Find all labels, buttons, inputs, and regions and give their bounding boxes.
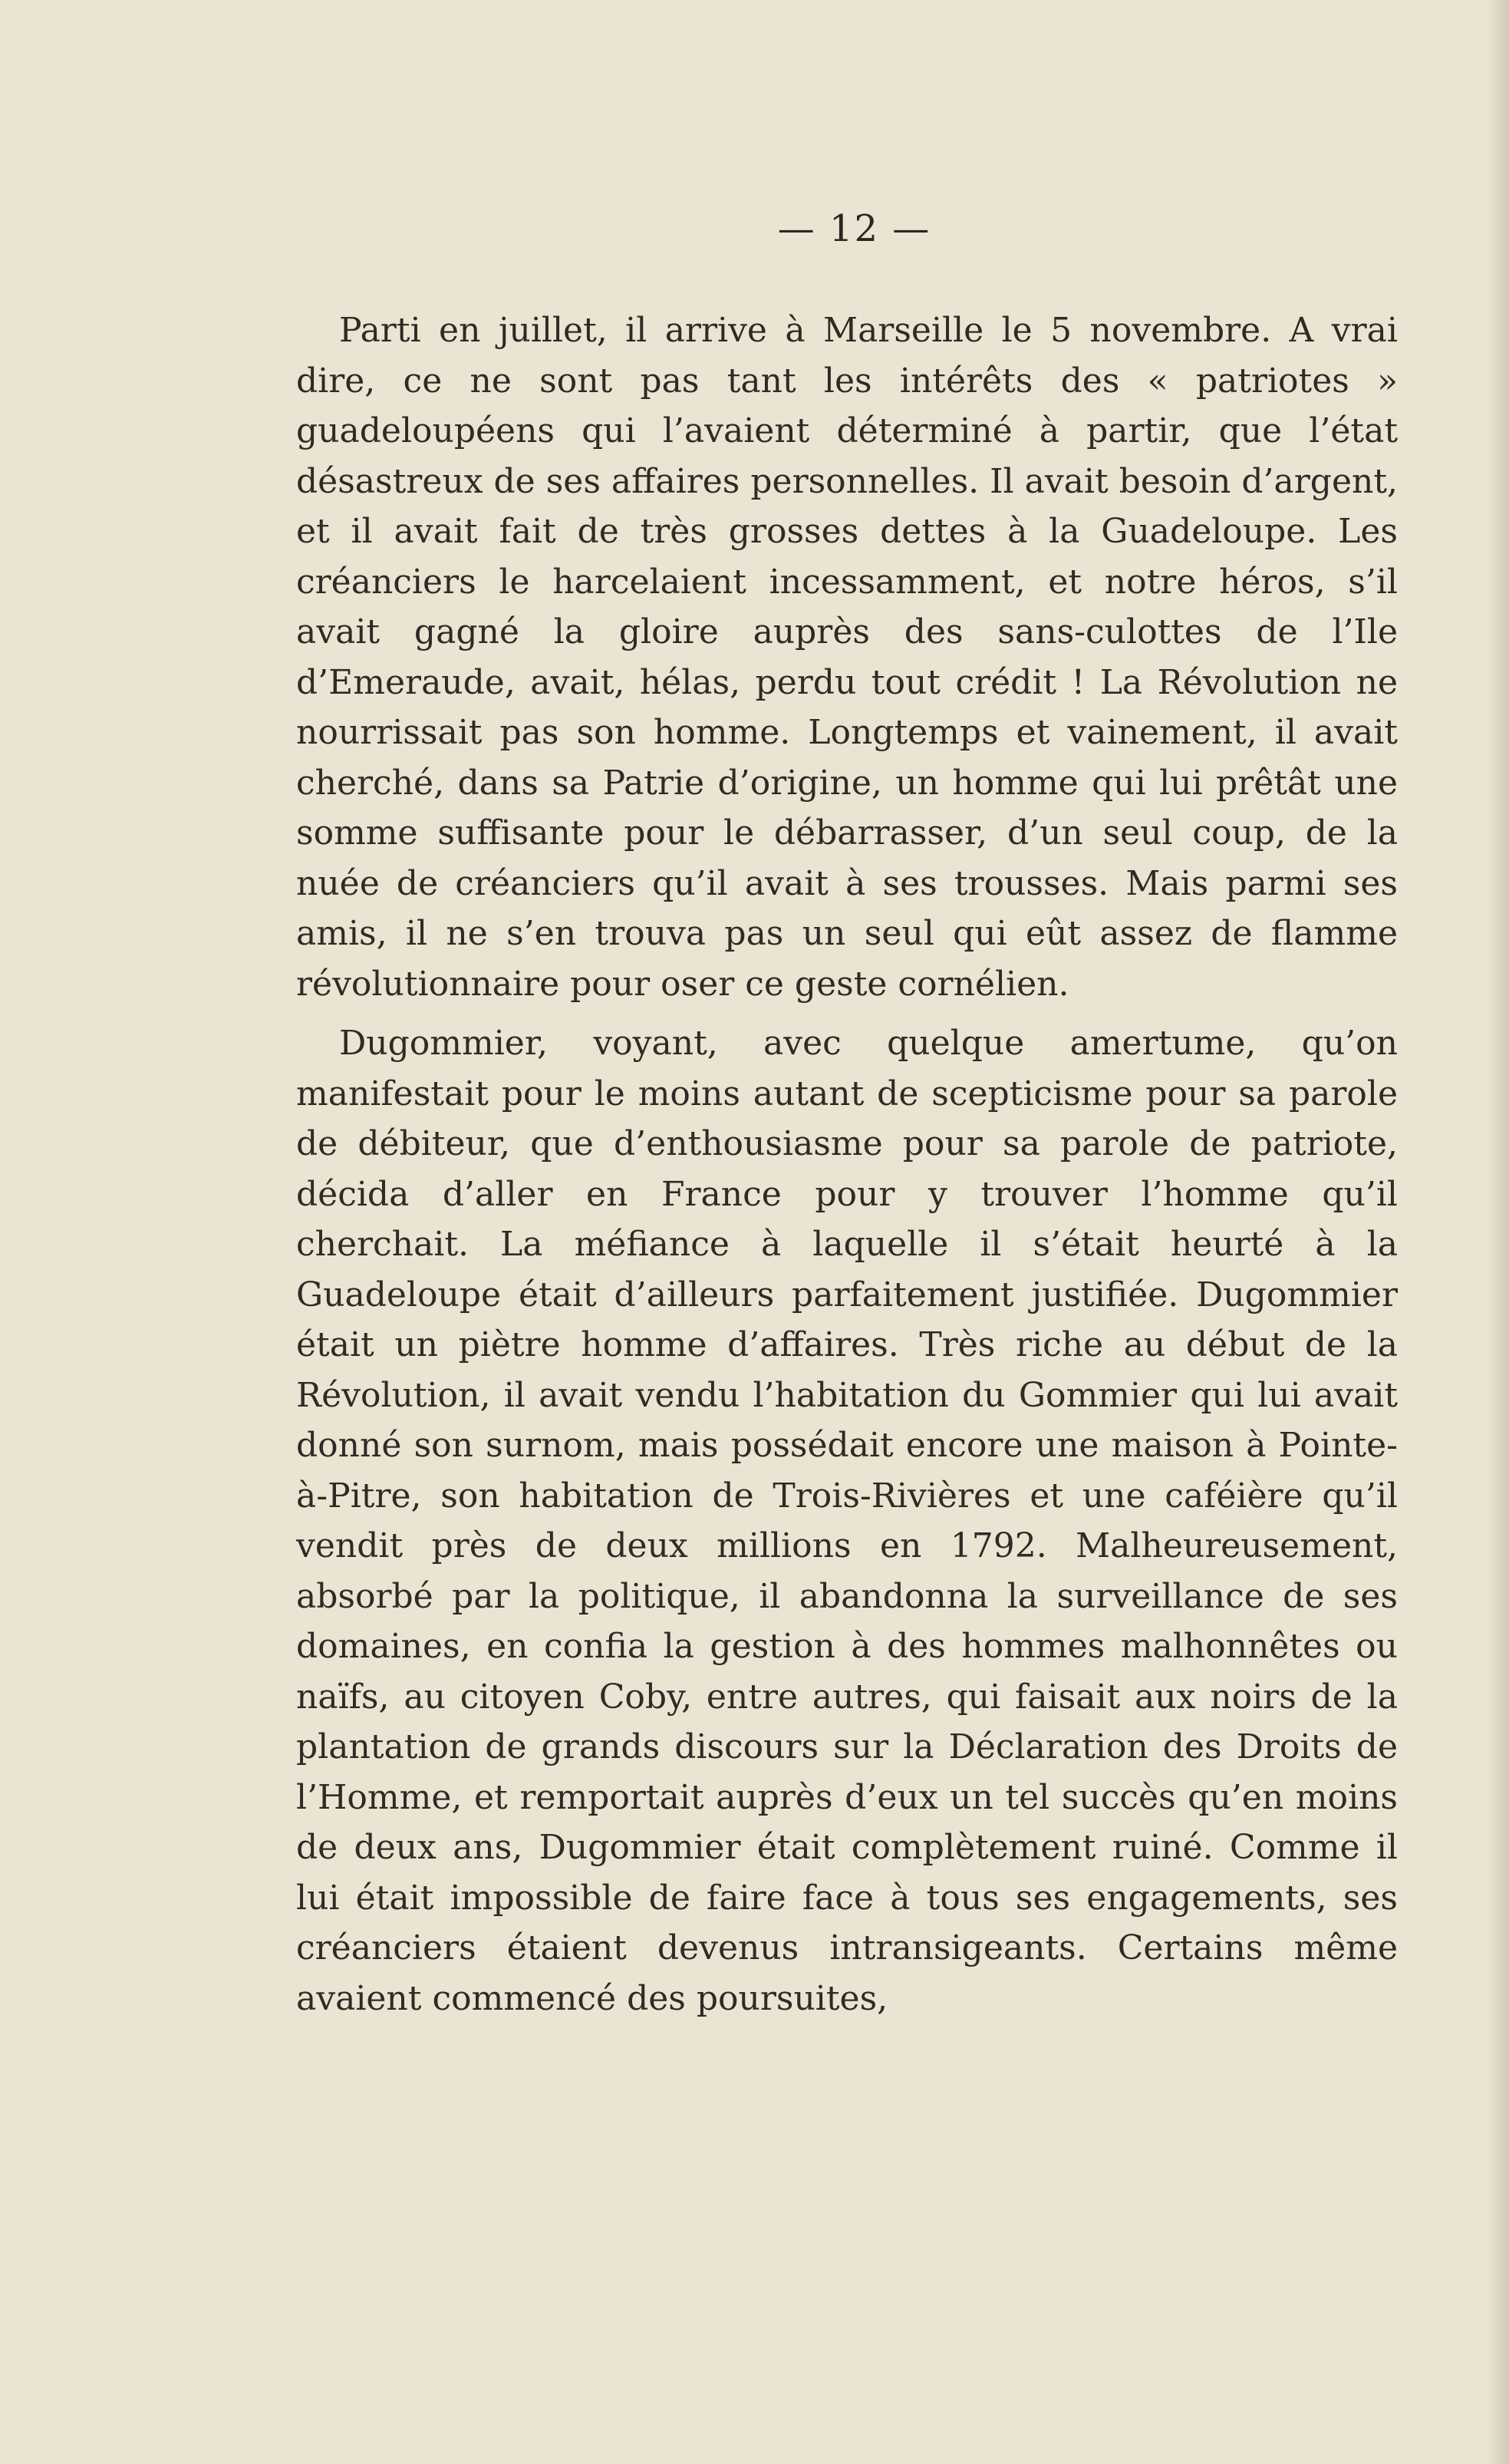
paragraph-2: Dugommier, voyant, avec quelque amertume, qu’on manifestait pour le moins autant de scepticisme pour sa parole de débiteur, que d’enthousiasme pour sa parole de patriote, décida d’aller en France pour y trouver l’homme qu’il cherchait. La méfiance à laquelle il s’était heurté à la Guadeloupe était d’ailleurs parfaitement justifiée. Dugommier était un piètre homme d’affaires. Très riche au début de la Révolution, il avait vendu l’habitation du Gommier qui lui avait donné son surnom, mais possédait encore une maison à Pointe-à-Pitre, son habitation de Trois-Rivières et une caféière qu’il vendit près de deux millions en 1792. Malheureusement, absorbé par la politique, il abandonna la surveillance de ses domaines, en confia la gestion à des hommes malhonnêtes ou naïfs, au citoyen Coby, entre autres, qui faisait aux noirs de la plantation de grands discours sur la Déclaration des Droits de l’Homme, et remportait auprès d’eux un tel succès qu’en moins de deux ans, Dugommier était complètement ruiné. Comme il lui était impossible de faire face à tous ses engagements, ses créanciers étaient devenus intransigeants. Certains même avaient commencé des poursuites,: [296, 1024, 1398, 2018]
paragraph-1: Parti en juillet, il arrive à Marseille le 5 novembre. A vrai dire, ce ne sont pas tant les intérêts des « patriotes » guadeloupéens qui l’avaient déterminé à partir, que l’état désastreux de ses affaires personnelles. Il avait besoin d’argent, et il avait fait de très grosses dettes à la Guadeloupe. Les créanciers le harcelaient incessamment, et notre héros, s’il avait gagné la gloire auprès des sans-culottes de l’Ile d’Emeraude, avait, hélas, perdu tout crédit ! La Révolution ne nourrissait pas son homme. Longtemps et vainement, il avait cherché, dans sa Patrie d’origine, un homme qui lui prêtât une somme suffisante pour le débarrasser, d’un seul coup, de la nuée de créanciers qu’il avait à ses trousses. Mais parmi ses amis, il ne s’en trouva pas un seul qui eût assez de flamme révolutionnaire pour oser ce geste cornélien.: [296, 311, 1398, 1004]
page-edge-shadow: [1486, 0, 1509, 2464]
page-number: — 12 —: [777, 207, 931, 250]
body-text: [296, 305, 1398, 2024]
